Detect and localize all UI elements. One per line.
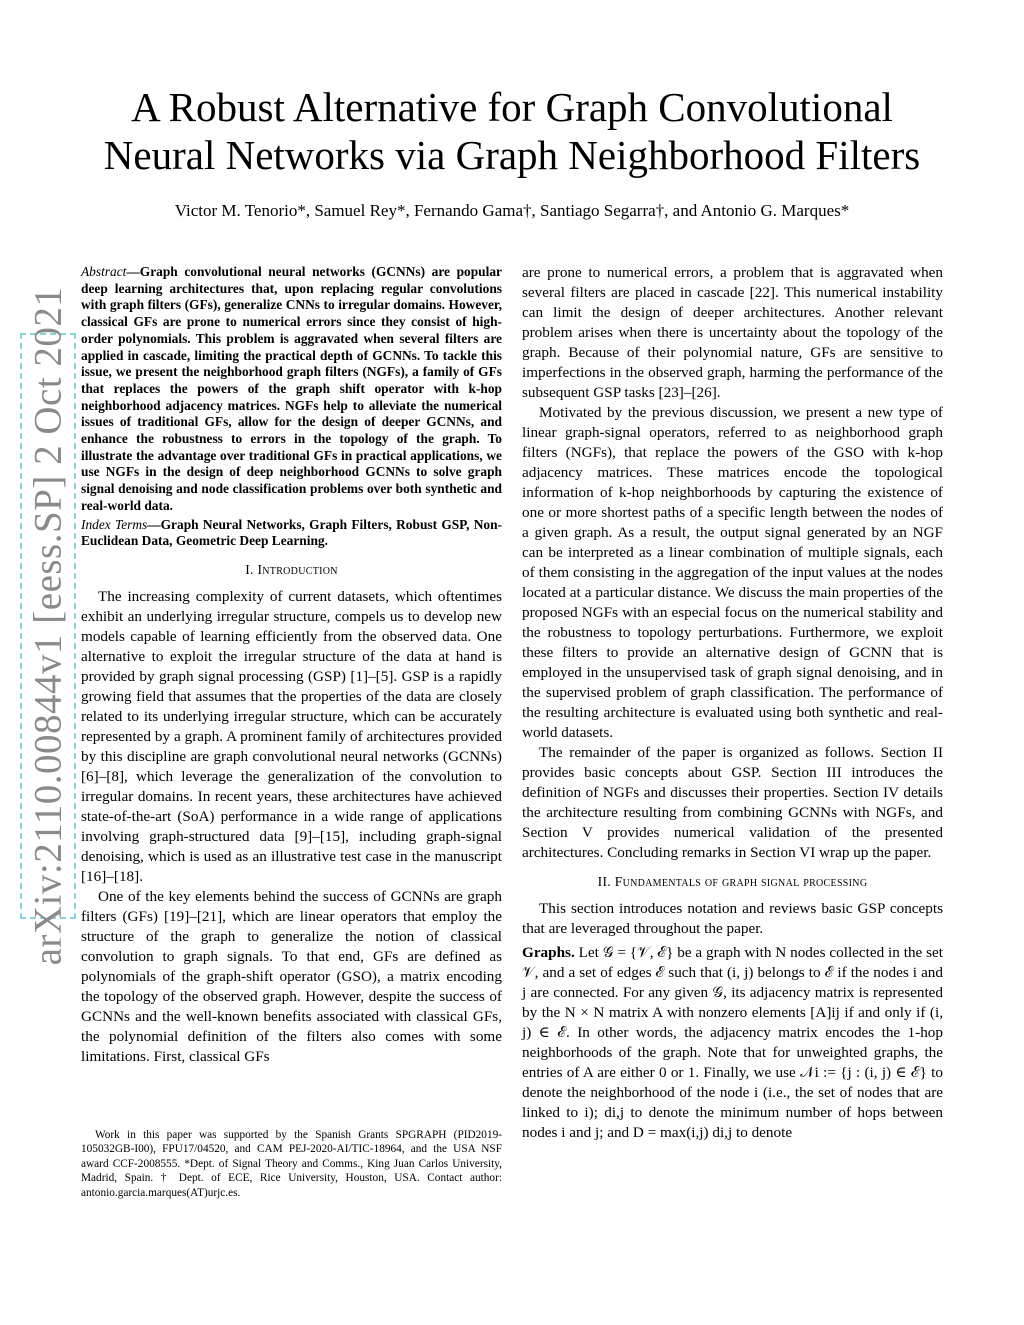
author-list: Victor M. Tenorio*, Samuel Rey*, Fernando Gama†, Santiago Segarra†, and Antonio G. Marques*	[174, 201, 850, 220]
section-number: I.	[245, 561, 254, 577]
graphs-paragraph-text: Let 𝒢 = {𝒱, ℰ} be a graph with N nodes collected in the set 𝒱, and a set of edges ℰ such that (i, j) belongs to ℰ if the nodes i and j are connected. For any given 𝒢, its adjacency matrix is represented by the N × N matrix A with nonzero elements [A]ij if and only if (i, j) ∈ ℰ. In other words, the adjacency matrix encodes the 1-hop neighborhoods of the graph. Note that for unweighted graphs, the entries of A are either 0 or 1. Finally, we use 𝒩i := {j : (i, j) ∈ ℰ} to denote the neighborhood of the node i (i.e., the set of nodes that are linked to i); di,j to denote the minimum number of hops between nodes i and j; and D = max(i,j) di,j to denote	[522, 944, 944, 1141]
paper-title-line-1: A Robust Alternative for Graph Convolutional	[131, 84, 893, 130]
graphs-paragraph-head: Graphs.	[522, 944, 575, 961]
section-heading-fundamentals	[522, 874, 943, 890]
index-terms-label: Index Terms	[81, 516, 148, 532]
index-terms	[81, 517, 502, 550]
intro-paragraph-1: The increasing complexity of current datasets, which oftentimes exhibit an underlying irregular structure, compels us to develop new models capable of learning efficiently from the observed data. One alternative to exploit the irregular structure of the data at hand is provided by graph signal processing (GSP) [1]–[5]. GSP is a rapidly growing field that assumes that the properties of the data are closely related to its underlying irregular structure, which can be accurately represented by a graph. A prominent family of architectures provided by this discipline are graph convolutional neural networks (GCNNs) [6]–[8], which leverage the generalization of the convolution to irregular domains. In recent years, these architectures have achieved state-of-the-art (SoA) performance in a wide range of applications involving graph-structured data [9]–[15], including graph-signal denoising, which is used as an illustrative test case in the manuscript [16]–[18].	[81, 587, 502, 885]
index-terms-text: —Graph Neural Networks, Graph Filters, Robust GSP, Non-Euclidean Data, Geometric Deep Learning.	[81, 516, 502, 549]
arxiv-stamp	[20, 286, 76, 966]
fundamentals-paragraph: This section introduces notation and reviews basic GSP concepts that are leveraged throughout the paper.	[522, 900, 943, 937]
funding-footnote: Work in this paper was supported by the Spanish Grants SPGRAPH (PID2019-105032GB-I00), FPU17/04520, and CAM PEJ-2020-AI/TIC-18964, and the USA NSF award CCF-2008555. *Dept. of Signal Theory and Comms., King Juan Carlos University, Madrid, Spain. † Dept. of ECE, Rice University, Houston, USA. Contact author: antonio.garcia.marques(AT)urjc.es.	[81, 1129, 502, 1199]
left-column	[81, 264, 502, 1067]
paper-title	[80, 83, 944, 179]
paper-title-line-2: Neural Networks via Graph Neighborhood Filters	[103, 132, 921, 178]
abstract-label: Abstract	[81, 264, 127, 279]
section-heading-introduction	[81, 562, 502, 578]
abstract-text: —Graph convolutional neural networks (GCNNs) are popular deep learning architectures that, upon replacing regular convolutions with graph filters (GFs), generalize CNNs to irregular domains. However, classical GFs are prone to numerical errors since they consist of high-order polynomials. This problem is aggravated when several filters are applied in cascade, limiting the practical depth of GCNNs. To tackle this issue, we present the neighborhood graph filters (NGFs), a family of GFs that replaces the powers of the graph shift operator with k-hop neighborhood adjacency matrices. NGFs help to alleviate the numerical issues of traditional GFs, allow for the design of deeper GCNNs, and enhance the robustness to errors in the topology of the graph. To illustrate the advantage over traditional GFs in practical applications, we use NGFs in the design of deep neighborhood GCNNs to solve graph signal denoising and node classification problems over both synthetic and real-world data.	[81, 264, 502, 513]
intro-paragraph-2-continued: are prone to numerical errors, a problem that is aggravated when several filters are placed in cascade [22]. This numerical instability can limit the design of deeper architectures. Another relevant problem arises when there is uncertainty about the topology of the graph. Because of their polynomial nature, GFs are sensitive to imperfections in the observed graph, harming the performance of the subsequent GSP tasks [23]–[26].	[522, 264, 943, 401]
intro-paragraph-2: One of the key elements behind the success of GCNNs are graph filters (GFs) [19]–[21], which are linear operators that employ the structure of the graph to generalize the notion of classical convolution to graph signals. To that end, GFs are defined as polynomials of the graph-shift operator (GSO), a matrix encoding the topology of the observed graph. However, despite the success of GCNNs and the well-known benefits associated with classical GFs, the polynomial definition of the filters also comes with some limitations. First, classical GFs	[81, 887, 502, 1065]
abstract	[81, 264, 502, 515]
graphs-paragraph	[522, 943, 943, 1143]
arxiv-stamp-text: arXiv:2110.00844v1 [eess.SP] 2 Oct 2021	[26, 286, 70, 966]
intro-paragraph-3: Motivated by the previous discussion, we present a new type of linear graph-signal operators, referred to as neighborhood graph filters (NGFs), that replace the powers of the GSO with k-hop adjacency matrices. These matrices encode the topological information of k-hop neighborhoods by capturing the existence of one or more shortest paths of a specific length between the nodes of a given graph. As a result, the output signal generated by an NGF can be interpreted as a linear combination of multiple signals, each of them consisting in the aggregation of the input values at the nodes located at a particular distance. We discuss the main properties of the proposed NGFs with an especial focus on the numerical stability and the robustness to topology perturbations. Furthermore, we exploit these filters to provide an alternative design of GCNN that is employed in the unsupervised task of graph signal denoising, and in the supervised problem of graph classification. The performance of the resulting architecture is evaluated using both synthetic and real-world datasets.	[522, 404, 943, 741]
section-number: II.	[597, 874, 611, 889]
section-title: Fundamentals of graph signal processing	[614, 874, 868, 889]
intro-paragraph-4: The remainder of the paper is organized as follows. Section II provides basic concepts about GSP. Section III introduces the definition of NGFs and discusses their properties. Section IV details the architecture resulting from combining GCNNs with NGFs, and Section V provides numerical validation of the presented architectures. Concluding remarks in Section VI wrap up the paper.	[522, 744, 943, 861]
footnote	[81, 1128, 502, 1200]
right-column	[522, 263, 943, 1143]
section-title: Introduction	[257, 561, 338, 577]
